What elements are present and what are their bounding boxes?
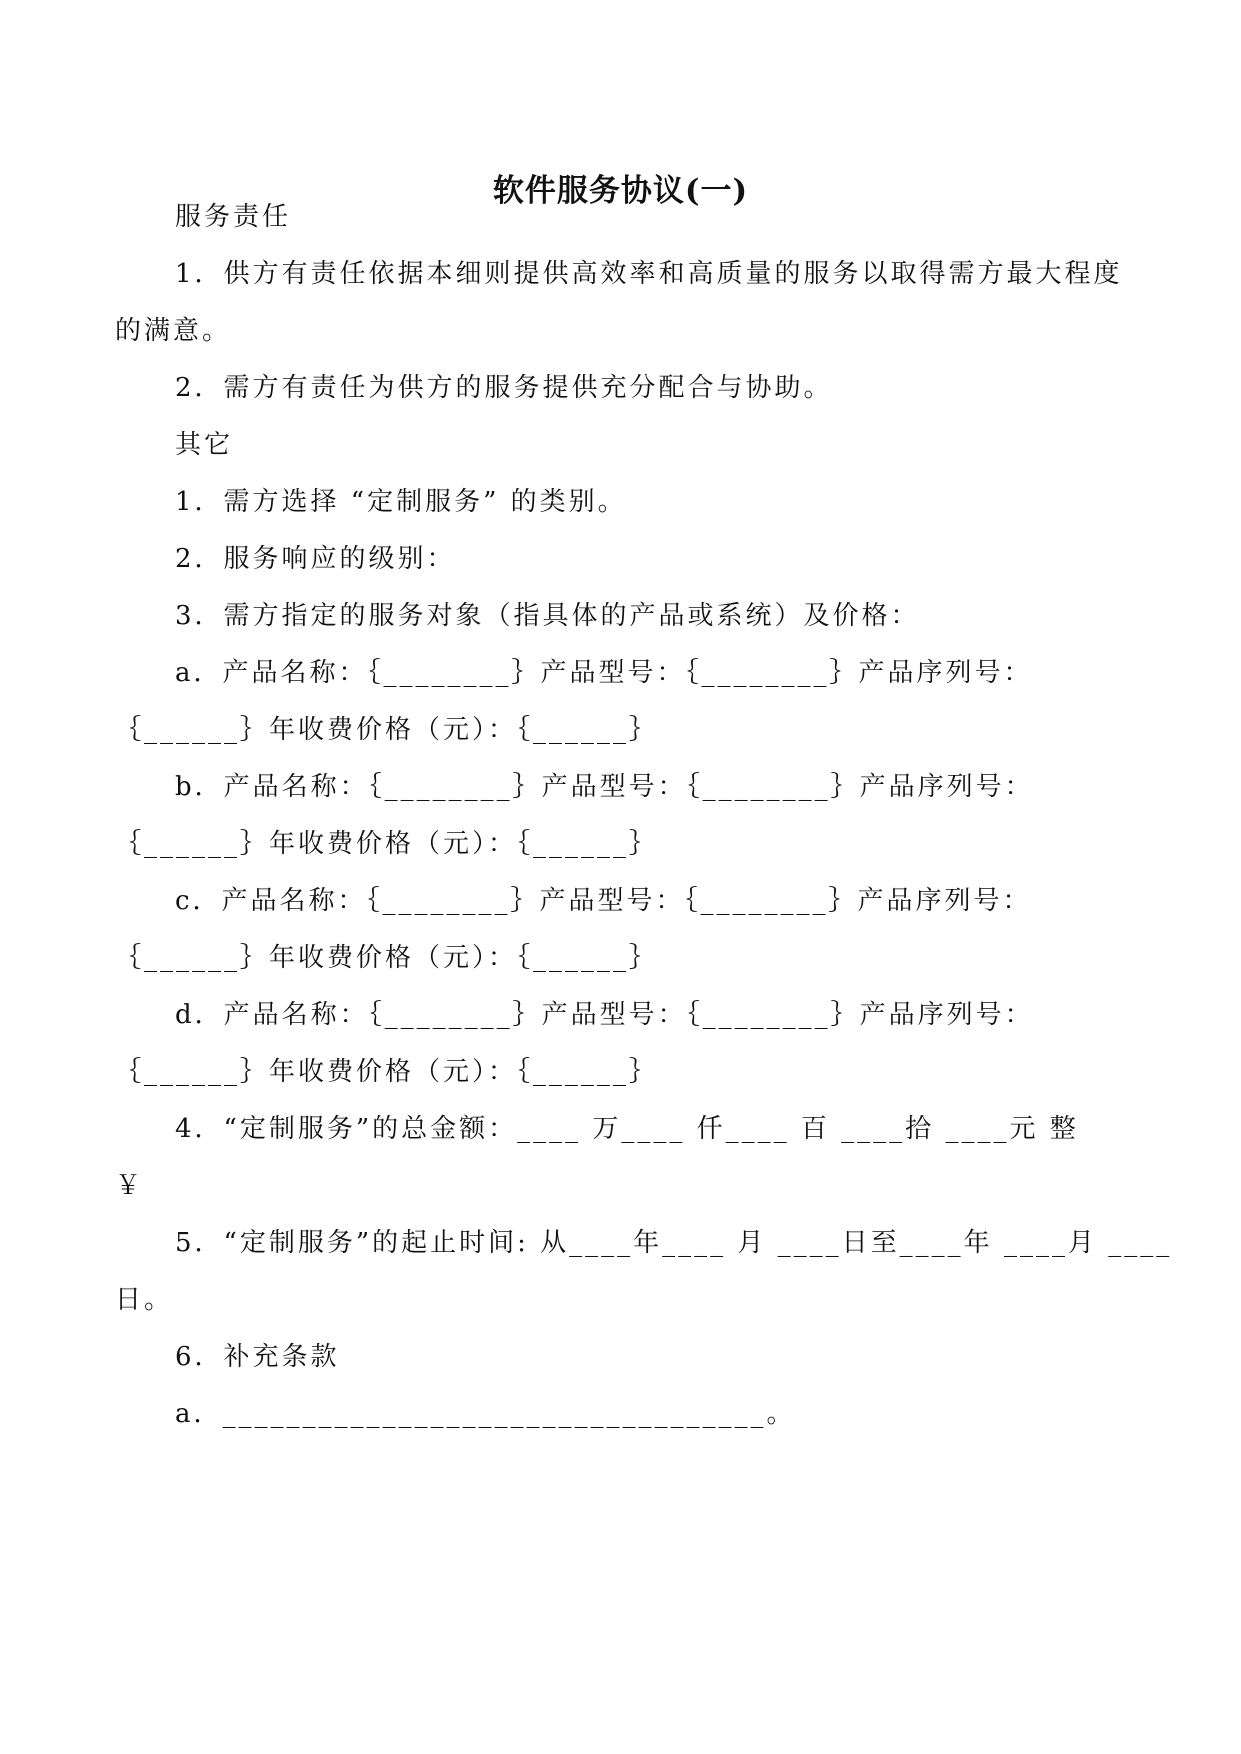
product-line-a-cont: ｛______｝年收费价格（元）：｛______｝ — [115, 715, 659, 745]
paragraph-line: 3．需方指定的服务对象（指具体的产品或系统）及价格： — [175, 601, 920, 631]
product-line-c-cont: ｛______｝年收费价格（元）：｛______｝ — [115, 943, 659, 973]
product-line-b: b．产品名称：｛________｝产品型号：｛________｝产品序列号： — [175, 772, 1034, 802]
service-period-line: 5．“定制服务”的起止时间: 从____年____ 月 ____日至____年 ____月 ____ — [175, 1228, 1173, 1258]
section-heading-other: 其它 — [175, 430, 234, 460]
currency-symbol: ￥ — [115, 1171, 145, 1201]
section-heading-service-responsibility: 服务责任 — [175, 202, 292, 232]
product-line-d-cont: ｛______｝年收费价格（元）：｛______｝ — [115, 1057, 659, 1087]
supplementary-term-a: a．__________________________________。 — [175, 1399, 796, 1429]
document-title: 软件服务协议(一) — [492, 173, 749, 209]
service-period-line-cont: 日。 — [115, 1285, 174, 1315]
product-line-b-cont: ｛______｝年收费价格（元）：｛______｝ — [115, 829, 659, 859]
supplementary-terms-heading: 6．补充条款 — [175, 1342, 340, 1372]
paragraph-line: 1．需方选择 “定制服务” 的类别。 — [175, 487, 627, 517]
paragraph-line: 1．供方有责任依据本细则提供高效率和高质量的服务以取得需方最大程度 — [175, 259, 1123, 289]
product-line-d: d．产品名称：｛________｝产品型号：｛________｝产品序列号： — [175, 1000, 1034, 1030]
total-amount-line: 4．“定制服务”的总金额：____ 万____ 仟____ 百 ____拾 ____元 整 — [175, 1114, 1079, 1144]
paragraph-line: 的满意。 — [115, 316, 232, 346]
product-line-c: c．产品名称：｛________｝产品型号：｛________｝产品序列号： — [175, 886, 1032, 916]
product-line-a: a．产品名称：｛________｝产品型号：｛________｝产品序列号： — [175, 658, 1033, 688]
paragraph-line: 2．需方有责任为供方的服务提供充分配合与协助。 — [175, 373, 833, 403]
paragraph-line: 2．服务响应的级别： — [175, 544, 456, 574]
